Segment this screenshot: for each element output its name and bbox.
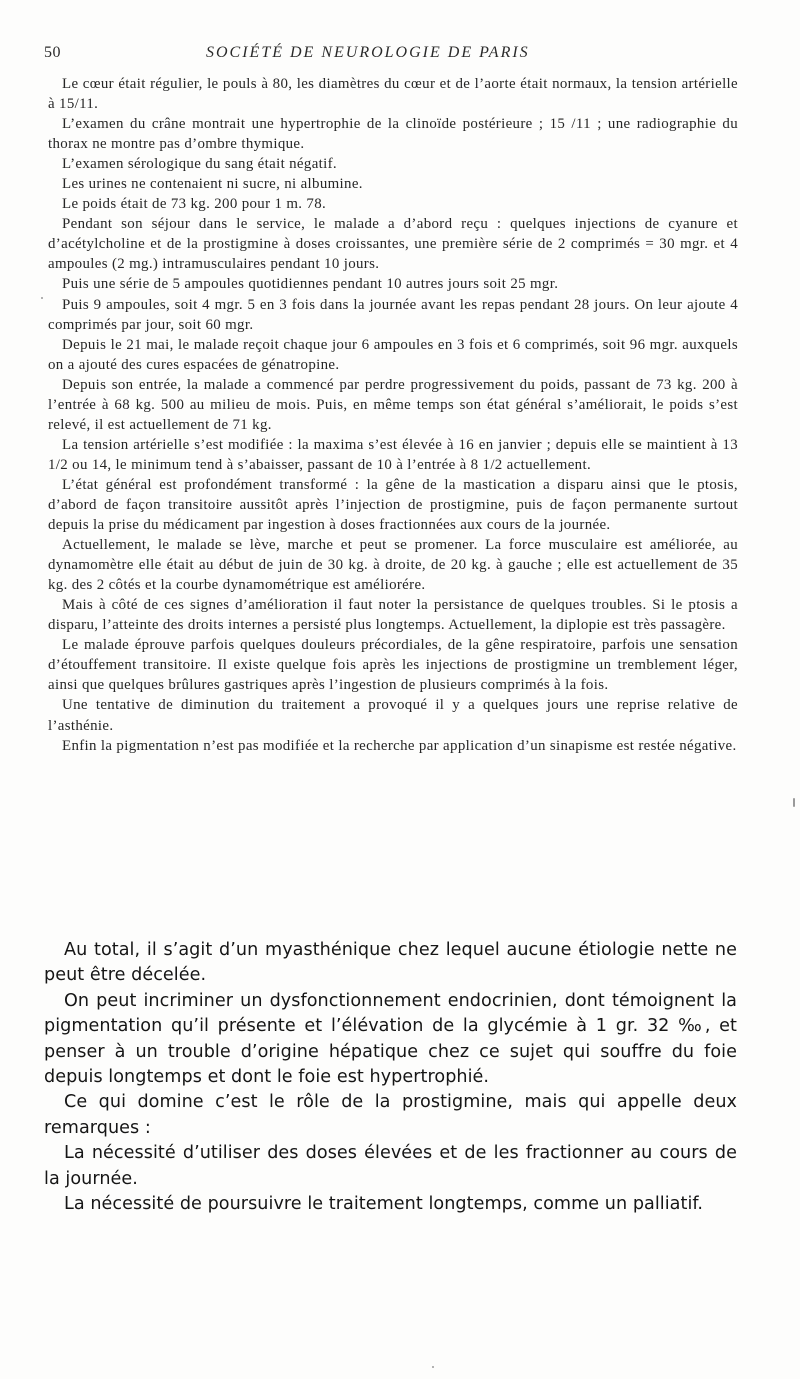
paragraph-skull-exam: L’examen du crâne montrait une hypertrophie de la clinoïde postérieure ; 15 /11 ; une radiographie du thorax ne montre pas d’ombre thymique. <box>48 116 738 153</box>
paragraph-third-series: Puis 9 ampoules, soit 4 mgr. 5 en 3 fois dans la journée avant les repas pendant 28 jours. On leur ajoute 4 comprimés par jour, soit 60 mgr. <box>48 296 738 333</box>
paragraph-persisting-troubles: Mais à côté de ces signes d’amélioration il faut noter la persistance de quelques troubles. Si le ptosis a disparu, l’atteinte des droits internes a persisté plus longtemps. Actuellement, la diplopie est très passagère. <box>48 597 738 634</box>
paragraph-side-effects: Le malade éprouve parfois quelques douleurs précordiales, de la gêne respiratoire, parfois une sensation d’étouffement transitoire. Il existe quelque fois après les injections de prostigmine un tremblement léger, ainsi que quelques brûlures gastriques après l’ingestion de plusieurs comprimés à la fois. <box>48 637 738 694</box>
conclusion-remark-duration: La nécessité de poursuivre le traitement longtemps, comme un palliatif. <box>64 1194 704 1215</box>
paragraph-dose-reduction: Une tentative de diminution du traitement a provoqué il y a quelques jours une reprise relative de l’asthénie. <box>48 697 738 734</box>
paper-speck <box>41 297 43 299</box>
paragraph-serology: L’examen sérologique du sang était négatif. <box>62 156 338 173</box>
conclusion-summary: Au total, il s’agit d’un myasthénique chez lequel aucune étiologie nette ne peut être décelée. <box>44 940 737 986</box>
paragraph-general-state: L’état général est profondément transformé : la gêne de la mastication a disparu ainsi que le ptosis, d’abord de façon transitoire aussitôt après l’injection de prostigmine, puis de façon permanente surtout depuis la prise du médicament par ingestion à doses fractionnées aux cours de la journée. <box>48 476 738 534</box>
paragraph-second-series: Puis une série de 5 ampoules quotidiennes pendant 10 autres jours soit 25 mgr. <box>62 276 559 293</box>
journal-title: SOCIÉTÉ DE NEUROLOGIE DE PARIS <box>206 44 530 61</box>
paragraph-treatment-start: Pendant son séjour dans le service, le malade a d’abord reçu : quelques injections de cyanure et d’acétylcholine et de la prostigmine à doses croissantes, une première série de 2 comprimés = 30 mgr. et 4 ampoules (2 mg.) intramusculaires pendant 10 jours. <box>48 216 738 273</box>
paragraph-urine: Les urines ne contenaient ni sucre, ni albumine. <box>62 176 363 193</box>
page-number: 50 <box>44 44 61 61</box>
paragraph-pigmentation: Enfin la pigmentation n’est pas modifiée et la recherche par application d’un sinapisme est restée négative. <box>62 737 737 754</box>
paper-speck <box>793 798 795 807</box>
paragraph-blood-pressure: La tension artérielle s’est modifiée : la maxima s’est élevée à 16 en janvier ; depuis elle se maintient à 13 1/2 ou 14, le minimum tend à s’abaisser, passant de 10 à l’entrée à 8 1/2 actuellement. <box>48 436 738 473</box>
paper-speck <box>432 1366 434 1368</box>
case-report-body <box>48 74 738 756</box>
conclusion-section <box>44 938 737 1217</box>
paragraph-weight-evolution: Depuis son entrée, la malade a commencé par perdre progressivement du poids, passant de 73 kg. 200 à l’entrée à 68 kg. 500 au milieu de mois. Puis, en même temps son état général s’améliorait, le poids s’est relevé, il est actuellement de 71 kg. <box>48 376 738 433</box>
running-head <box>44 44 756 66</box>
conclusion-remark-dosing: La nécessité d’utiliser des doses élevées et de les fractionner au cours de la journée. <box>44 1143 737 1189</box>
paragraph-weight: Le poids était de 73 kg. 200 pour 1 m. 78. <box>62 196 327 213</box>
paragraph-heart-exam: Le cœur était régulier, le pouls à 80, les diamètres du cœur et de l’aorte était normaux, la tension artérielle à 15/11. <box>48 76 738 113</box>
paragraph-since-may: Depuis le 21 mai, le malade reçoit chaque jour 6 ampoules en 3 fois et 6 comprimés, soit 96 mgr. auxquels on a ajouté des cures espacées de génatropine. <box>48 336 738 373</box>
conclusion-prostigmine-role: Ce qui domine c’est le rôle de la prostigmine, mais qui appelle deux remarques : <box>44 1092 737 1138</box>
paragraph-muscle-strength: Actuellement, le malade se lève, marche et peut se promener. La force musculaire est améliorée, au dynamomètre elle était au début de juin de 30 kg. à droite, de 20 kg. à gauche ; elle est actuellement de 35 kg. des 2 côtés et la courbe dynamométrique est améliorére. <box>48 537 738 594</box>
conclusion-endocrine: On peut incriminer un dysfonctionnement endocrinien, dont témoignent la pigmentation qu’il présente et l’élévation de la glycémie à 1 gr. 32 ‰, et penser à un trouble d’origine hépatique chez ce sujet qui souffre du foie depuis longtemps et dont le foie est hypertrophié. <box>44 990 737 1088</box>
